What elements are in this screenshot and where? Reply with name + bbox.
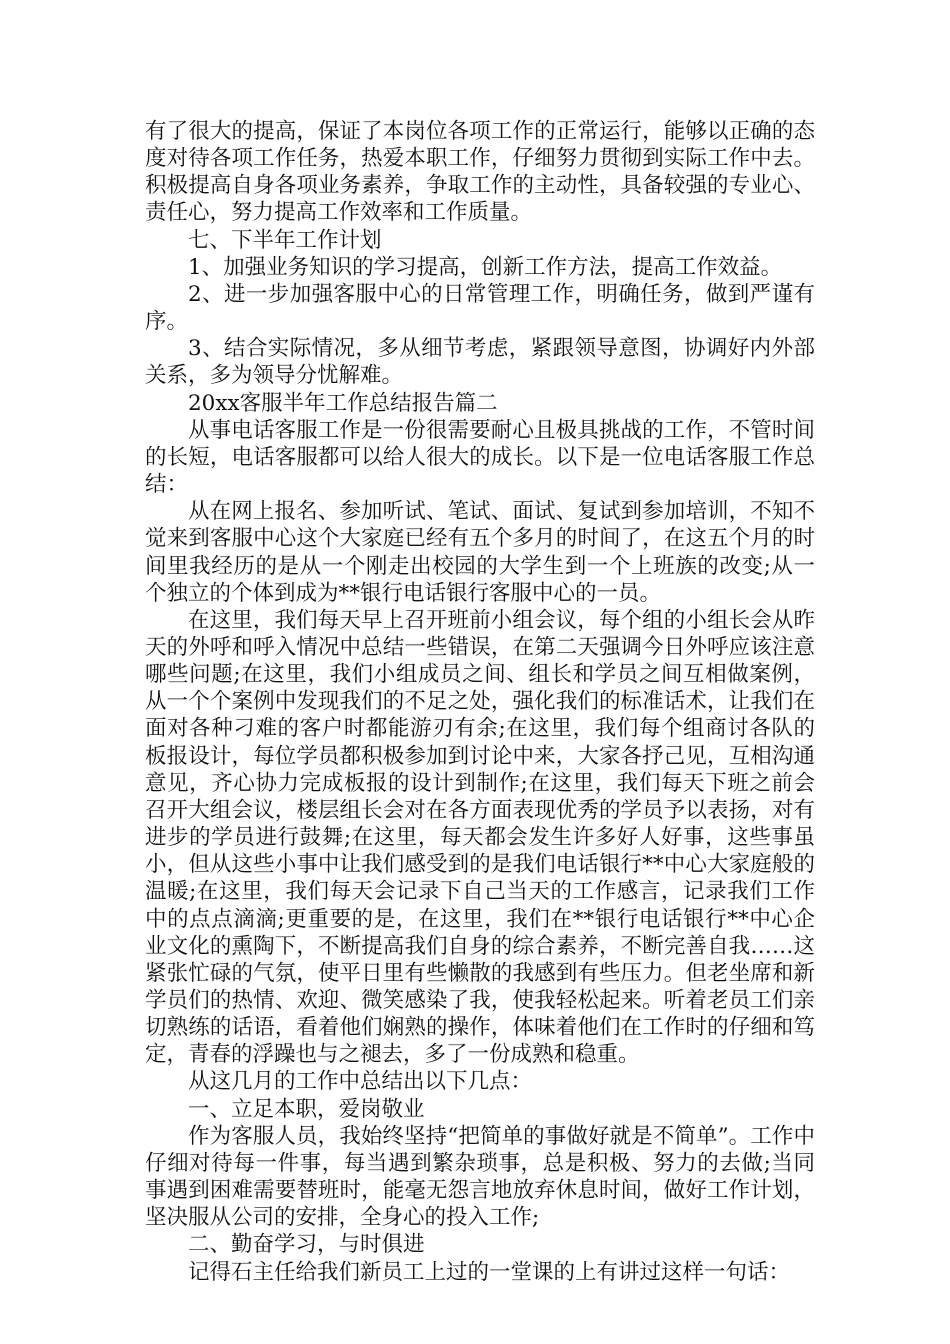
- plan-item-3: 3、结合实际情况，多从细节考虑，紧跟领导意图，协调好内外部关系，多为领导分忧解难。: [145, 336, 815, 389]
- plan-item-2: 2、进一步加强客服中心的日常管理工作，明确任务，做到严谨有序。: [145, 281, 815, 335]
- paragraph-training: 从在网上报名、参加听试、笔试、面试、复试到参加培训，不知不觉来到客服中心这个大家庭已经有五个多月的时间了，在这五个月的时间里我经历的是从一个刚走出校园的大学生到一个上班族的改变;从一个独立的个体到成为**银行电话银行客服中心的一员。: [145, 499, 815, 606]
- paragraph-point-1: 作为客服人员，我始终坚持“把简单的事做好就是不简单”。工作中仔细对待每一件事，每当遇到繁杂琐事，总是积极、努力的去做;当同事遇到困难需要替班时，能毫无怨言地放弃休息时间，做好工作计划，坚决服从公司的安排，全身心的投入工作;: [145, 1123, 815, 1231]
- heading-point-1: 一、立足本职，爱岗敬业: [188, 1096, 425, 1122]
- section-title-part-two: 20xx客服半年工作总结报告篇二: [188, 390, 498, 416]
- heading-point-2: 二、勤奋学习，与时俱进: [188, 1232, 425, 1258]
- document-body: [145, 118, 815, 1286]
- paragraph-intro: 从事电话客服工作是一份很需要耐心且极具挑战的工作，不管时间的长短，电话客服都可以给人很大的成长。以下是一位电话客服工作总结：: [145, 417, 815, 498]
- plan-item-1: 1、加强业务知识的学习提高，创新工作方法，提高工作效益。: [188, 254, 783, 280]
- paragraph-daily-work: 在这里，我们每天早上召开班前小组会议，每个组的小组长会从昨天的外呼和呼入情况中总结一些错误，在第二天强调今日外呼应该注意哪些问题;在这里，我们小组成员之间、组长和学员之间互相做案例，从一个个案例中发现我们的不足之处，强化我们的标准话术，让我们在面对各种刁难的客户时都能游刃有余;在这里，我们每个组商讨各队的板报设计，每位学员都积极参加到讨论中来，大家各抒己见，互相沟通意见，齐心协力完成板报的设计到制作;在这里，我们每天下班之前会召开大组会议，楼层组长会对在各方面表现优秀的学员予以表扬，对有进步的学员进行鼓舞;在这里，每天都会发生许多好人好事，这些事虽小，但从这些小事中让我们感受到的是我们电话银行**中心大家庭般的温暖;在这里，我们每天会记录下自己当天的工作感言，记录我们工作中的点点滴滴;更重要的是，在这里，我们在**银行电话银行**中心企业文化的熏陶下，不断提高我们自身的综合素养，不断完善自我……这紧张忙碌的气氛，使平日里有些懒散的我感到有些压力。但老坐席和新学员们的热情、欢迎、微笑感染了我，使我轻松起来。听着老员工们亲切熟练的话语，看着他们娴熟的操作，体味着他们在工作时的仔细和笃定，青春的浮躁也与之褪去，多了一份成熟和稳重。: [145, 607, 815, 1068]
- paragraph-continuation: 有了很大的提高，保证了本岗位各项工作的正常运行，能够以正确的态度对待各项工作任务，热爱本职工作，仔细努力贯彻到实际工作中去。积极提高自身各项业务素养，争取工作的主动性，具备较强的专业心、责任心，努力提高工作效率和工作质量。: [145, 119, 815, 226]
- paragraph-point-2: 记得石主任给我们新员工上过的一堂课的上有讲过这样一句话：: [188, 1259, 791, 1285]
- paragraph-summary-lead: 从这几月的工作中总结出以下几点：: [188, 1069, 533, 1095]
- heading-second-half-plan: 七、下半年工作计划: [188, 227, 382, 253]
